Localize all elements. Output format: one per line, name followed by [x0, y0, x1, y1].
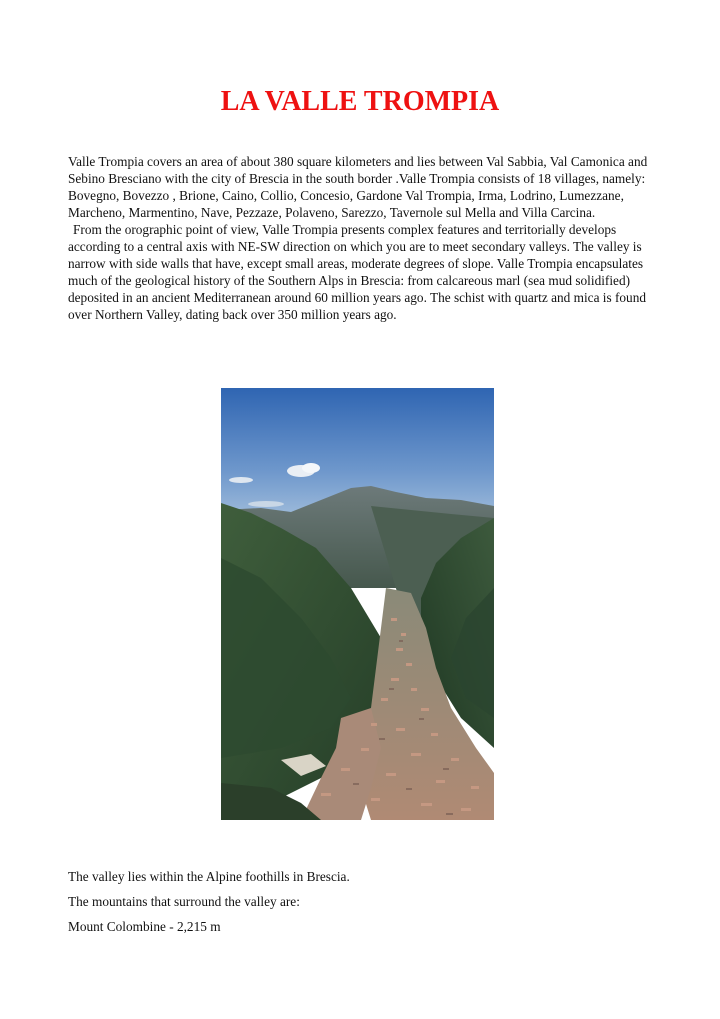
paragraph-orography: From the orographic point of view, Valle Trompia presents complex features and territorially develops according to a central axis with NE-SW direction on which you are to meet secondary valleys. The valley is narrow with side walls that have, except small areas, moderate degrees of slope. Valle Trompia encapsulates much of the geological history of the Southern Alps in Brescia: from calcareous marl (sea mud solidified) deposited in an ancient Mediterranean around 60 million years ago. The schist with quartz and mica is found over Northern Valley, dating back over 350 million years ago. [68, 222, 647, 322]
body-text [68, 153, 668, 323]
page-title: LA VALLE TROMPIA [220, 86, 500, 117]
footer-text [68, 868, 668, 943]
paragraph-intro: Valle Trompia covers an area of about 380 square kilometers and lies between Val Sabbia, Val Camonica and Sebino Bresciano with the city of Brescia in the south border .Valle Trompia consists of 18 villages, namely: Bovegno, Bovezzo , Brione, Caino, Collio, Concesio, Gardone Val Trompia, Irma, Lodrino, Lumezzane, Marcheno, Marmentino, Nave, Pezzaze, Polaveno, Sarezzo, Tavernole sul Mella and Villa Carcina. [68, 154, 648, 220]
footer-line-foothills: The valley lies within the Alpine foothills in Brescia. [68, 869, 350, 884]
footer-line-mountains-intro: The mountains that surround the valley are: [68, 894, 300, 909]
footer-line-mount-colombine: Mount Colombine - 2,215 m [68, 919, 221, 934]
valley-aerial-photo [221, 388, 494, 820]
